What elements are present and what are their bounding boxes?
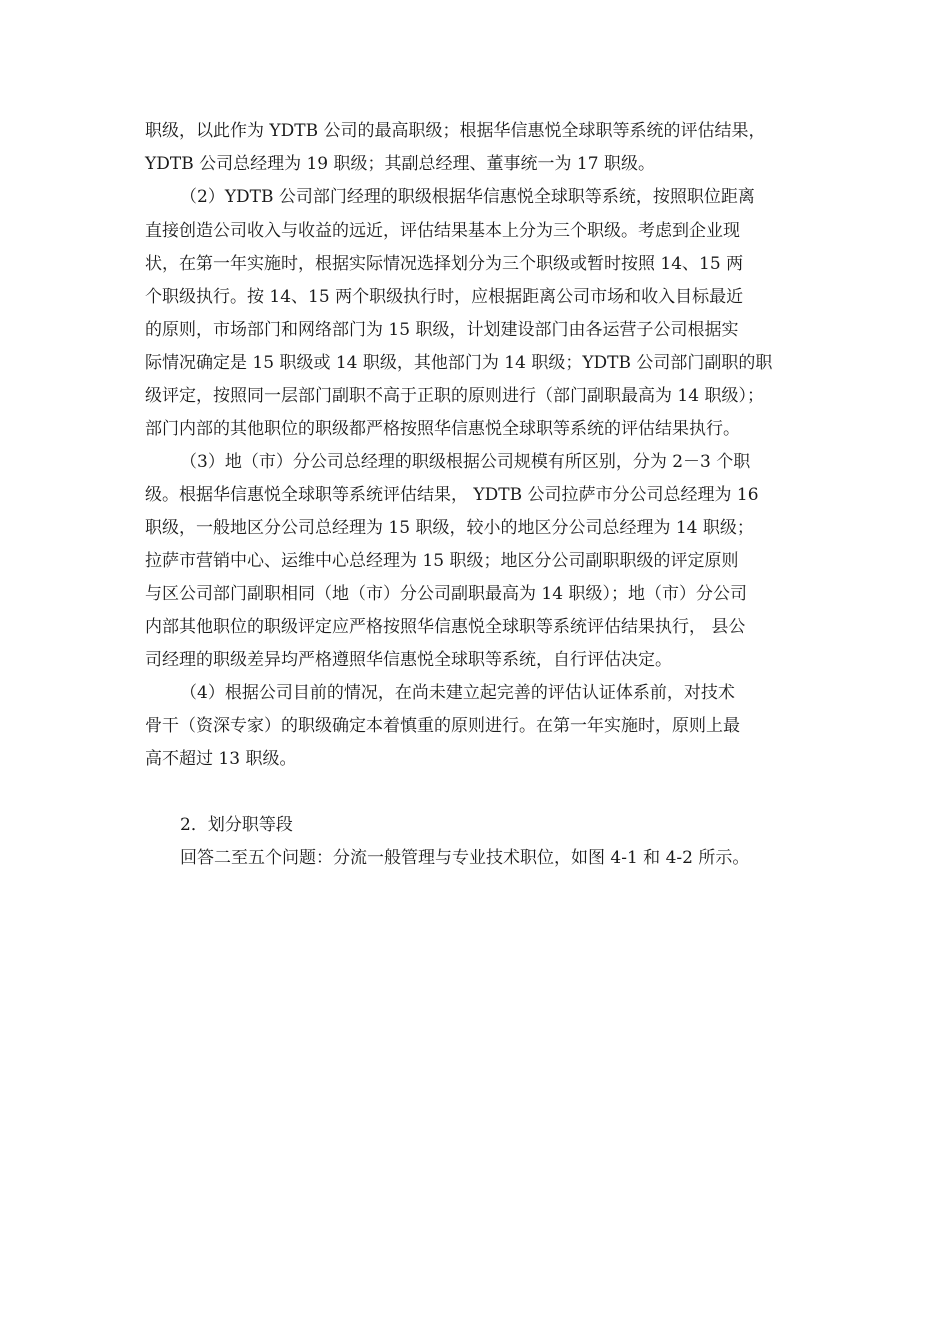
item-2-line-1: （2）YDTB 公司部门经理的职级根据华信惠悦全球职等系统，按照职位距离 (180, 187, 755, 207)
section-2-body-line-1: 回答二至五个问题：分流一般管理与专业技术职位，如图 4-1 和 4-2 所示。 (180, 848, 750, 868)
item-3-line-3: 职级，一般地区分公司总经理为 15 职级，较小的地区分公司总经理为 14 职级； (145, 518, 754, 538)
item-2-line-2: 直接创造公司收入与收益的远近，评估结果基本上分为三个职级。考虑到企业现 (145, 221, 740, 241)
item-2-line-5: 的原则，市场部门和网络部门为 15 职级，计划建设部门由各运营子公司根据实 (145, 320, 739, 340)
item-4-line-1: （4）根据公司目前的情况，在尚未建立起完善的评估认证体系前，对技术 (180, 683, 735, 703)
item-3-line-1: （3）地（市）分公司总经理的职级根据公司规模有所区别，分为 2－3 个职 (180, 452, 751, 472)
item-4-line-2: 骨干（资深专家）的职级确定本着慎重的原则进行。在第一年实施时，原则上最 (145, 716, 740, 736)
item-3-line-5: 与区公司部门副职相同（地（市）分公司副职最高为 14 职级）；地（市）分公司 (145, 584, 747, 604)
item-2-line-7: 级评定，按照同一层部门副职不高于正职的原则进行（部门副职最高为 14 职级）； (145, 386, 764, 406)
item-4-line-3: 高不超过 13 职级。 (145, 749, 297, 769)
item-3-line-7: 司经理的职级差异均严格遵照华信惠悦全球职等系统，自行评估决定。 (145, 650, 672, 670)
item-2-line-6: 际情况确定是 15 职级或 14 职级，其他部门为 14 职级；YDTB 公司部门副职的职 (145, 353, 773, 373)
intro-line-2: YDTB 公司总经理为 19 职级；其副总经理、董事统一为 17 职级。 (145, 154, 655, 174)
section-2-heading: 2．划分职等段 (180, 815, 293, 835)
item-2-line-8: 部门内部的其他职位的职级都严格按照华信惠悦全球职等系统的评估结果执行。 (145, 419, 740, 439)
item-3-line-4: 拉萨市营销中心、运维中心总经理为 15 职级；地区分公司副职职级的评定原则 (145, 551, 739, 571)
item-2-line-4: 个职级执行。按 14、15 两个职级执行时，应根据距离公司市场和收入目标最近 (145, 287, 744, 307)
item-2-line-3: 状，在第一年实施时，根据实际情况选择划分为三个职级或暂时按照 14、15 两 (145, 254, 744, 274)
item-3-line-6: 内部其他职位的职级评定应严格按照华信惠悦全球职等系统评估结果执行， 县公 (145, 617, 746, 637)
item-3-line-2: 级。根据华信惠悦全球职等系统评估结果， YDTB 公司拉萨市分公司总经理为 16 (145, 485, 759, 505)
intro-line-1: 职级，以此作为 YDTB 公司的最高职级；根据华信惠悦全球职等系统的评估结果， (145, 121, 766, 141)
